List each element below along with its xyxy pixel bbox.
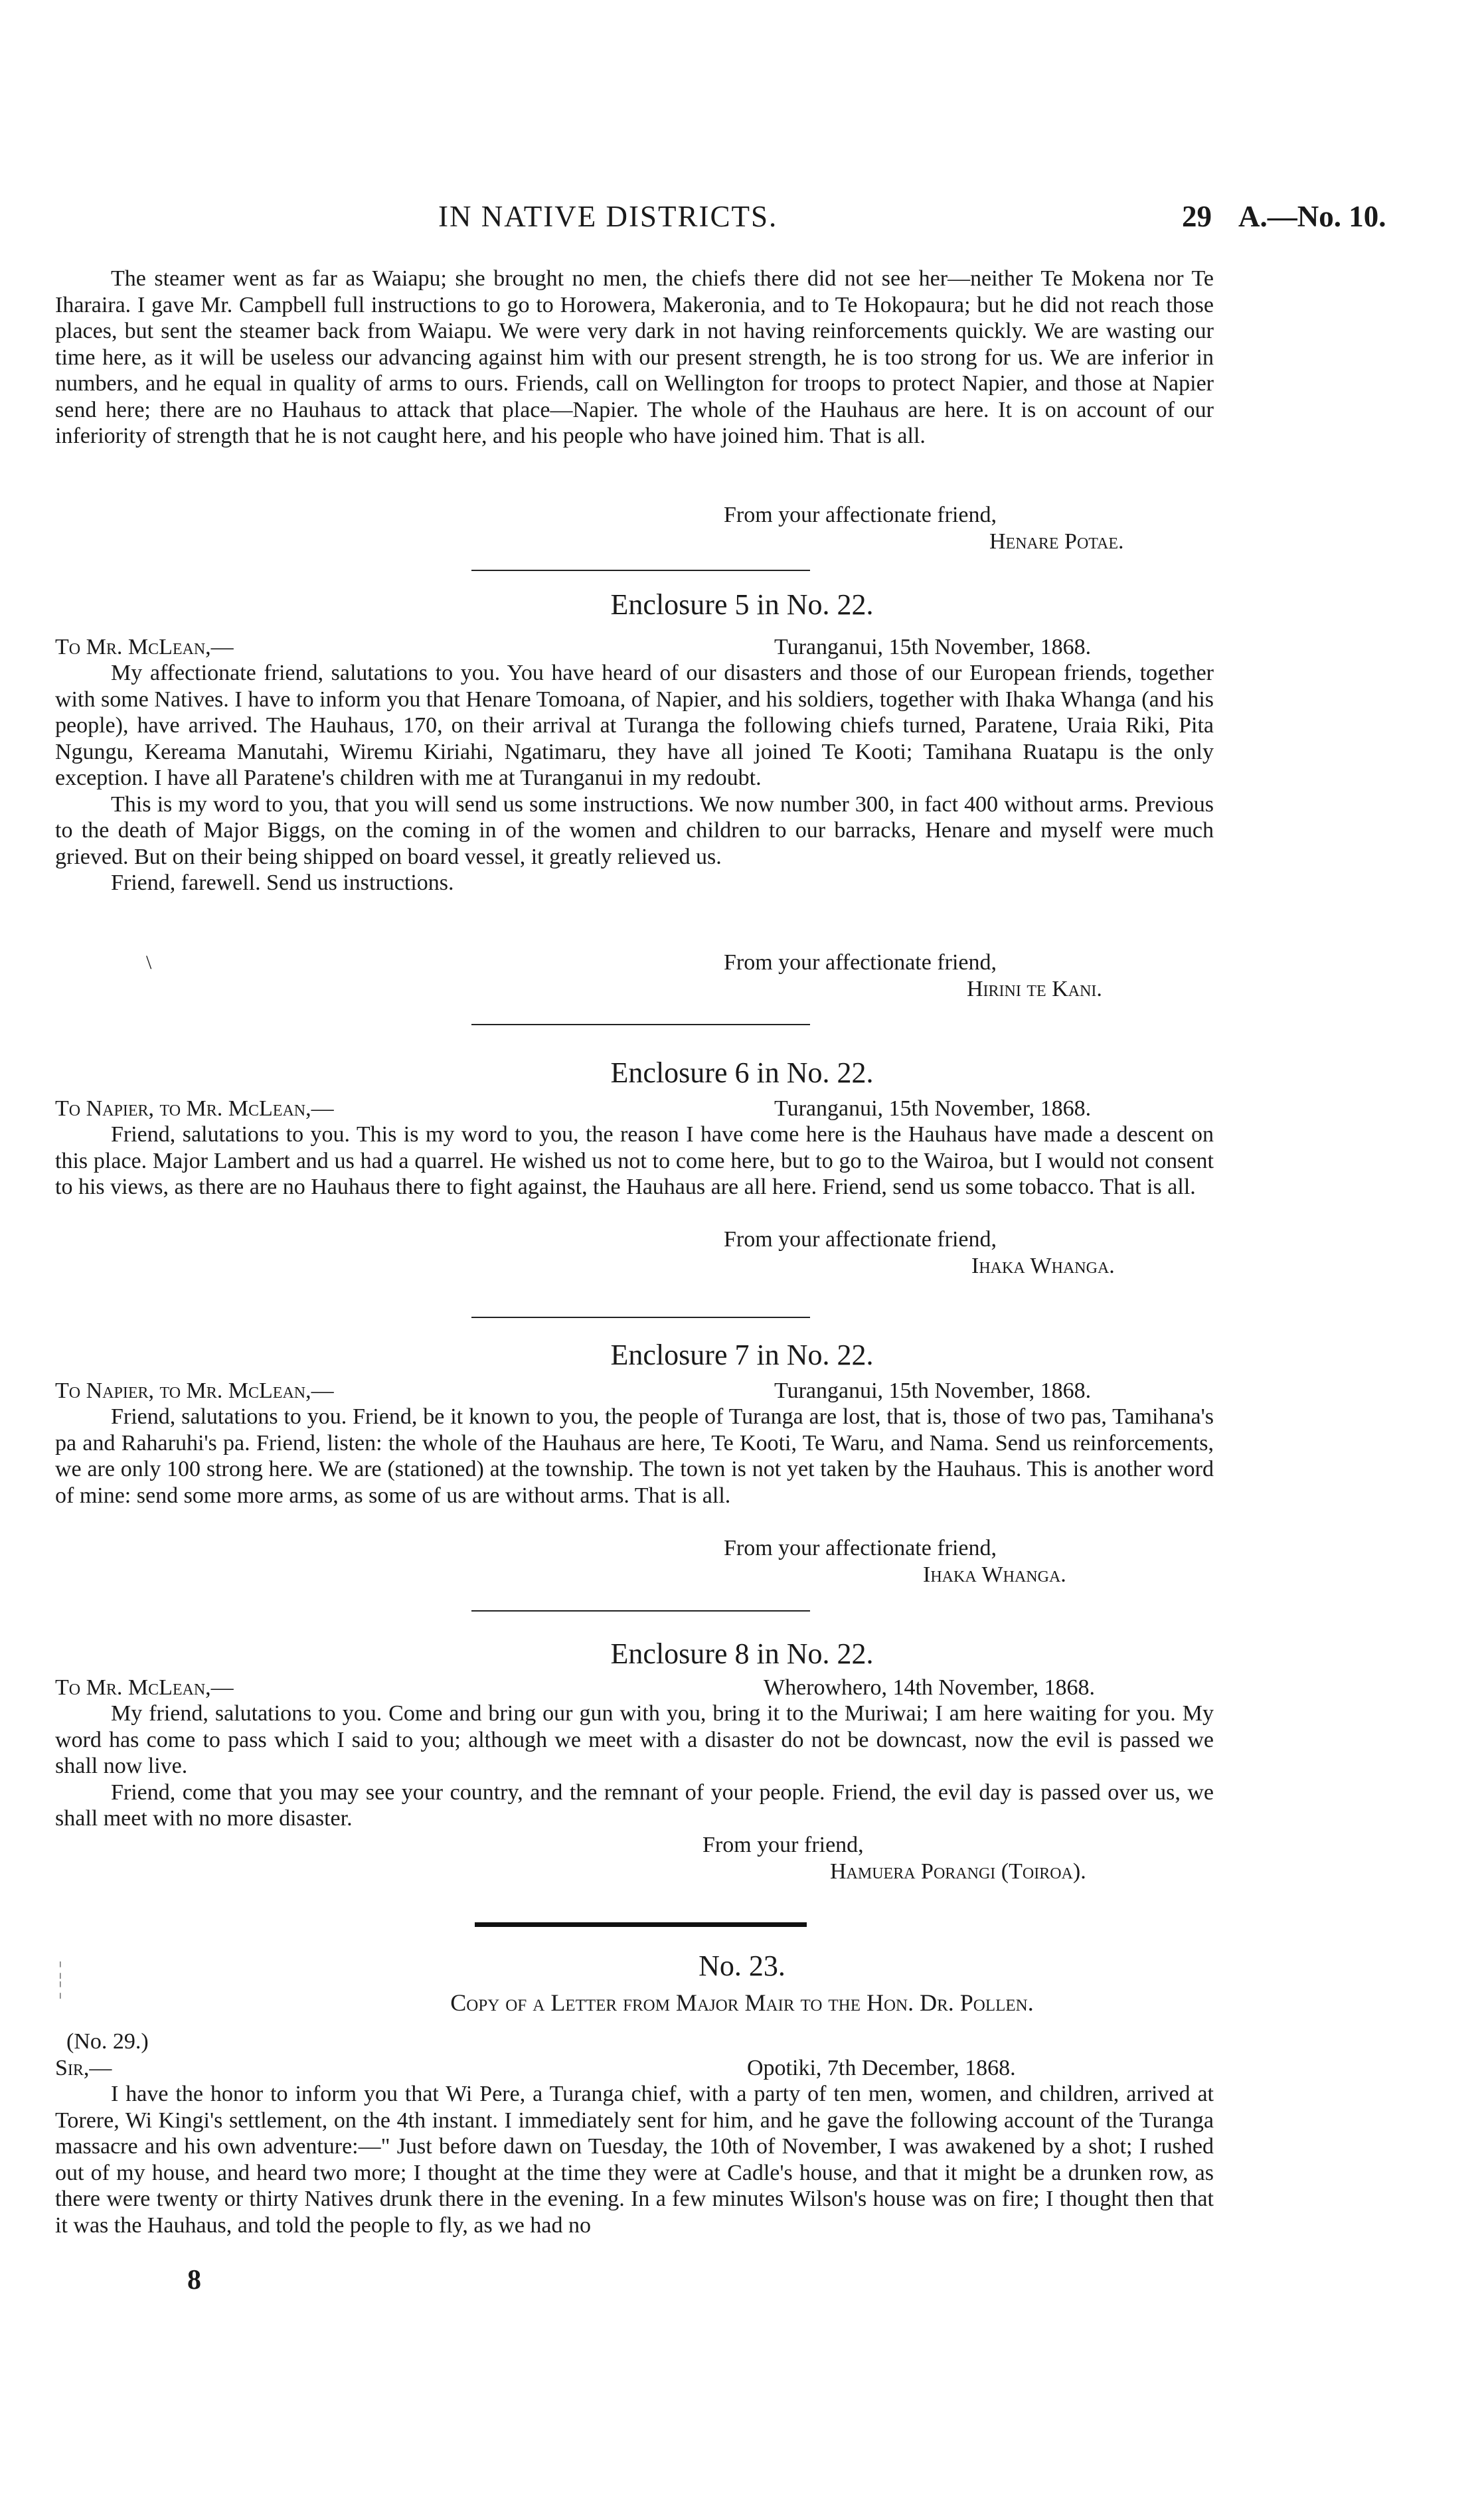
page-number: 29 (1182, 200, 1212, 233)
margin-mark: ¦ (58, 1959, 62, 1979)
no-23-subheading: Copy of a Letter from Major Mair to the Hon. Dr. Pollen. (450, 1989, 1034, 2016)
enclosure-5-body (55, 660, 1214, 896)
enclosure-5-signature: Hirini te Kani. (967, 977, 1102, 1001)
enclosure-6-closing: From your affectionate friend, (724, 1227, 997, 1252)
section-divider (471, 570, 810, 571)
running-header (0, 199, 1484, 239)
enclosure-7-heading: Enclosure 7 in No. 22. (610, 1339, 874, 1371)
enclosure-8-heading: Enclosure 8 in No. 22. (610, 1637, 874, 1670)
enclosure-6-signature: Ihaka Whanga. (971, 1254, 1115, 1278)
enclosure-5-addressee: To Mr. McLean,— (55, 635, 234, 659)
section-divider-thick (475, 1922, 807, 1927)
no-23-heading: No. 23. (699, 1950, 785, 1982)
enclosure-6-addressee: To Napier, to Mr. McLean,— (55, 1096, 334, 1121)
enclosure-8-paragraph: My friend, salutations to you. Come and bring our gun with you, bring it to the Muriwai; I am here waiting for you. My word has come to pass which I said to you; although we meet with a disaster do not be downcast, now the evil is passed we shall now live. (55, 1701, 1214, 1778)
enclosure-5-paragraph: My affectionate friend, salutations to you. You have heard of our disasters and those of our European friends, together with some Natives. I have to inform you that Henare Tomoana, of Napier, and his soldiers, together with Ihaka Whanga (and his people), have arrived. The Hauhaus, 170, on their arrival at Turanga the following chiefs turned, Paratene, Uraia Riki, Pita Ngungu, Kereama Manutahi, Wiremu Kiriahi, Ngatimaru, they have all joined Te Kooti; Tamihana Ruatapu is the only exception. I have all Paratene's children with me at Turanganui in my redoubt. (55, 661, 1214, 790)
section-divider (471, 1610, 810, 1612)
enclosure-7-body (55, 1404, 1214, 1509)
document-reference: A.—No. 10. (1238, 200, 1386, 233)
enclosure-7-closing: From your affectionate friend, (724, 1536, 997, 1560)
no-23-salutation: Sir,— (55, 2056, 112, 2080)
enclosure-5-place-date: Turanganui, 15th November, 1868. (774, 635, 1092, 659)
intro-closing: From your affectionate friend, (724, 503, 997, 527)
margin-mark: ¦ (58, 1979, 62, 1999)
no-23-reference: (No. 29.) (66, 2029, 149, 2054)
enclosure-8-signature-text: Hamuera Porangi (Toiroa). (830, 1859, 1086, 1884)
enclosure-8-body (55, 1701, 1214, 1832)
stray-mark: \ (146, 952, 152, 973)
no-23-place-date: Opotiki, 7th December, 1868. (747, 2056, 1016, 2080)
no-23-body (55, 2081, 1214, 2238)
header-title: IN NATIVE DISTRICTS. (438, 200, 778, 233)
enclosure-7-paragraph: Friend, salutations to you. Friend, be it known to you, the people of Turanga are lost, that is, those of two pas, Tamihana's pa and Raharuhi's pa. Friend, listen: the whole of the Hauhaus are here, Te Kooti, Te Waru, and Nama. Send us reinforcements, we are only 100 strong here. We are (stationed) at the township. The town is not yet taken by the Hauhaus. This is another word of mine: send some more arms, as some of us are without arms. That is all. (55, 1404, 1214, 1508)
intro-paragraph: The steamer went as far as Waiapu; she brought no men, the chiefs there did not see her—neither Te Mokena nor Te Iharaira. I gave Mr. Campbell full instructions to go to Horowera, Makeronia, and to Te Hokopaura; but he did not reach those places, but sent the steamer back from Waiapu. We were very dark in not having reinforcements quickly. We are wasting our time here, as it will be useless our advancing against him with our present strength, he is too strong for us. We are inferior in numbers, and he equal in quality of arms to ours. Friends, call on Wellington for troops to protect Napier, and those at Napier send here; there are no Hauhaus to attack that place—Napier. The whole of the Hauhaus are here. It is on account of our inferiority of strength that he is not caught here, and his people who have joined him. That is all. (55, 266, 1214, 448)
enclosure-6-paragraph: Friend, salutations to you. This is my word to you, the reason I have come here is the Hauhaus have made a descent on this place. Major Lambert and us had a quarrel. He wished us not to come here, but to go to the Wairoa, but I would not consent to his views, as there are no Hauhaus there to fight against, the Hauhaus are all here. Friend, send us some tobacco. That is all. (55, 1122, 1214, 1199)
enclosure-6-place-date: Turanganui, 15th November, 1868. (774, 1096, 1092, 1121)
enclosure-8-place-date: Wherowhero, 14th November, 1868. (764, 1675, 1096, 1700)
no-23-paragraph: I have the honor to inform you that Wi Pere, a Turanga chief, with a party of ten men, women, and children, arrived at Torere, Wi Kingi's settlement, on the 4th instant. I immediately sent for him, and he gave the following account of the Turanga massacre and his own adventure:—" Just before dawn on Tuesday, the 10th of November, I was awakened by a shot; I rushed out of my house, and heard two more; I thought at the time they were at Cadle's house, and that it might be a drunken row, as there were twenty or thirty Natives drunk there in the evening. In a few minutes Wilson's house was on fire; I thought then that it was the Hauhaus, and told the people to fly, as we had no (55, 2082, 1214, 2238)
enclosure-7-addressee: To Napier, to Mr. McLean,— (55, 1378, 334, 1403)
signature-mark: 8 (187, 2265, 201, 2295)
section-divider (471, 1024, 810, 1025)
enclosure-5-paragraph: Friend, farewell. Send us instructions. (111, 871, 454, 895)
enclosure-8-addressee: To Mr. McLean,— (55, 1675, 234, 1700)
section-divider (471, 1317, 810, 1318)
enclosure-5-closing: From your affectionate friend, (724, 950, 997, 975)
enclosure-5-heading: Enclosure 5 in No. 22. (610, 588, 874, 621)
enclosure-5-paragraph: This is my word to you, that you will send us some instructions. We now number 300, in fact 400 without arms. Previous to the death of Major Biggs, on the coming in of the women and children to our barracks, Henare and myself were much grieved. But on their being shipped on board vessel, it greatly relieved us. (55, 791, 1214, 869)
enclosure-7-place-date: Turanganui, 15th November, 1868. (774, 1378, 1092, 1403)
enclosure-8-paragraph: Friend, come that you may see your country, and the remnant of your people. Friend, the evil day is passed over us, we shall meet with no more disaster. (55, 1780, 1214, 1831)
enclosure-6-heading: Enclosure 6 in No. 22. (610, 1056, 874, 1089)
intro-section (55, 266, 1214, 450)
enclosure-7-signature: Ihaka Whanga. (923, 1562, 1066, 1587)
enclosure-8-signature (830, 1859, 1086, 1885)
enclosure-6-body (55, 1122, 1214, 1201)
enclosure-8-closing: From your friend, (702, 1833, 864, 1857)
intro-signature: Henare Potae. (989, 529, 1124, 554)
